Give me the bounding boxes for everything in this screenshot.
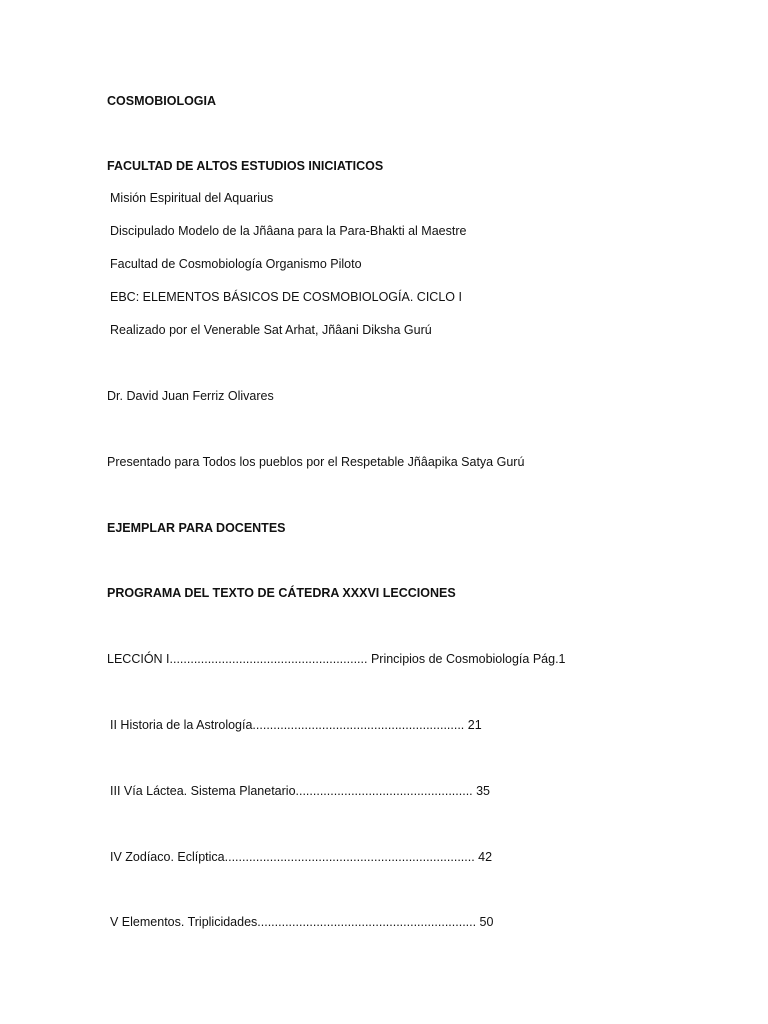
toc-entry-3: III Vía Láctea. Sistema Planetario................................................... 35 [110, 784, 491, 798]
faculty-heading: FACULTAD DE ALTOS ESTUDIOS INICIATICOS [107, 159, 384, 173]
realizado-line: Realizado por el Venerable Sat Arhat, Jñâani Diksha Gurú [110, 323, 432, 337]
toc-entry-4: IV Zodíaco. Eclíptica........................................................................ 42 [110, 850, 493, 864]
ejemplar-line: EJEMPLAR PARA DOCENTES [107, 521, 286, 535]
ebc-line: EBC: ELEMENTOS BÁSICOS DE COSMOBIOLOGÍA. CICLO I [110, 290, 462, 304]
facultad-cosmobiologia-line: Facultad de Cosmobiología Organismo Piloto [110, 257, 362, 271]
toc-entry-1: LECCIÓN I......................................................... Principios de Cosmobiología Pág.1 [107, 652, 566, 666]
document-title: COSMOBIOLOGIA [107, 94, 217, 108]
discipulado-line: Discipulado Modelo de la Jñâana para la Para-Bhakti al Maestre [110, 224, 467, 238]
presentado-line: Presentado para Todos los pueblos por el Respetable Jñâapika Satya Gurú [107, 455, 525, 469]
mission-line: Misión Espiritual del Aquarius [110, 191, 274, 205]
programa-heading: PROGRAMA DEL TEXTO DE CÁTEDRA XXXVI LECCIONES [107, 586, 456, 600]
author-line: Dr. David Juan Ferriz Olivares [107, 389, 274, 403]
toc-entry-2: II Historia de la Astrología............................................................. 21 [110, 718, 482, 732]
toc-entry-5: V Elementos. Triplicidades............................................................... 50 [110, 915, 494, 929]
